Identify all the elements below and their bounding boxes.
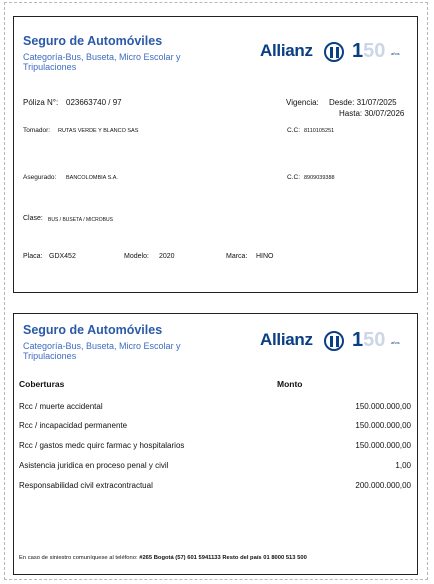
claims-contact-footer xyxy=(19,555,307,561)
coverage-amount: 150.000.000,00 xyxy=(355,421,411,430)
clase-label: Clase: xyxy=(23,215,43,222)
anniversary-years-label: años xyxy=(391,340,400,345)
coverage-label: Rcc / gastos medc quirc farmac y hospitalarios xyxy=(19,441,185,450)
tomador-label: Tomador: xyxy=(23,127,51,134)
allianz-logo xyxy=(260,41,408,63)
coverage-label: Rcc / muerte accidental xyxy=(19,402,103,411)
coverage-label: Responsabilidad civil extracontractual xyxy=(19,481,153,490)
coverage-amount: 200.000.000,00 xyxy=(355,481,411,490)
tomador-cc-label: C.C: xyxy=(287,127,300,134)
poliza-label: Póliza N°: xyxy=(23,98,59,107)
coverage-row xyxy=(19,421,411,433)
footer-phone-numbers: #265 Bogotá (57) 601 5941133 Resto del país 01 8000 513 500 xyxy=(139,555,307,561)
asegurado-cc-label: C.C: xyxy=(287,174,300,181)
coverage-row xyxy=(19,441,411,453)
coverage-amount: 150.000.000,00 xyxy=(355,402,411,411)
allianz-eagle-icon xyxy=(324,42,344,62)
coverage-label: Asistencia juridica en proceso penal y civil xyxy=(19,461,169,470)
allianz-eagle-icon xyxy=(324,331,344,351)
anniversary-150-mark: 150 xyxy=(352,329,386,351)
allianz-logo xyxy=(260,330,408,352)
poliza-value: 023663740 / 97 xyxy=(66,98,122,107)
card-title: Seguro de Automóviles xyxy=(23,34,163,48)
clase-value: BUS / BUSETA / MICROBUS xyxy=(48,217,113,223)
placa-label: Placa: xyxy=(23,253,43,260)
modelo-value: 2020 xyxy=(159,253,175,260)
card-subtitle: Categoría-Bus, Buseta, Micro Escolar y Tripulaciones xyxy=(23,341,181,361)
asegurado-cc-value: 8909039388 xyxy=(304,175,335,181)
marca-label: Marca: xyxy=(226,253,248,260)
anniversary-150-mark: 150 xyxy=(352,40,386,62)
footer-text: En caso de siniestro comuníquese al teléfono: xyxy=(19,555,138,561)
coverage-row xyxy=(19,461,411,473)
vigencia-hasta: Hasta: 30/07/2026 xyxy=(339,109,405,118)
asegurado-value: BANCOLOMBIA S.A. xyxy=(66,175,118,181)
marca-value: HINO xyxy=(256,253,274,260)
vigencia-label: Vigencia: xyxy=(286,98,319,107)
card-title: Seguro de Automóviles xyxy=(23,323,163,337)
allianz-wordmark: Allianz xyxy=(260,330,313,349)
tomador-cc-value: 8110105251 xyxy=(304,128,335,134)
monto-header: Monto xyxy=(277,379,303,389)
placa-value: GDX452 xyxy=(49,253,76,260)
tomador-value: RUTAS VERDE Y BLANCO SAS xyxy=(58,128,139,134)
coverage-row xyxy=(19,402,411,414)
asegurado-label: Asegurado: xyxy=(23,174,57,181)
modelo-label: Modelo: xyxy=(124,253,149,260)
coverage-card xyxy=(13,313,418,575)
coverage-amount: 1,00 xyxy=(395,461,411,470)
card-subtitle: Categoría-Bus, Buseta, Micro Escolar y Tripulaciones xyxy=(23,52,181,72)
coverage-label: Rcc / incapacidad permanente xyxy=(19,421,128,430)
coverage-row xyxy=(19,481,411,493)
anniversary-years-label: años xyxy=(391,51,400,56)
allianz-wordmark: Allianz xyxy=(260,41,313,60)
coverage-amount: 150.000.000,00 xyxy=(355,441,411,450)
policy-card xyxy=(13,16,418,293)
vigencia-desde: Desde: 31/07/2025 xyxy=(329,98,397,107)
coberturas-header: Coberturas xyxy=(19,379,65,389)
